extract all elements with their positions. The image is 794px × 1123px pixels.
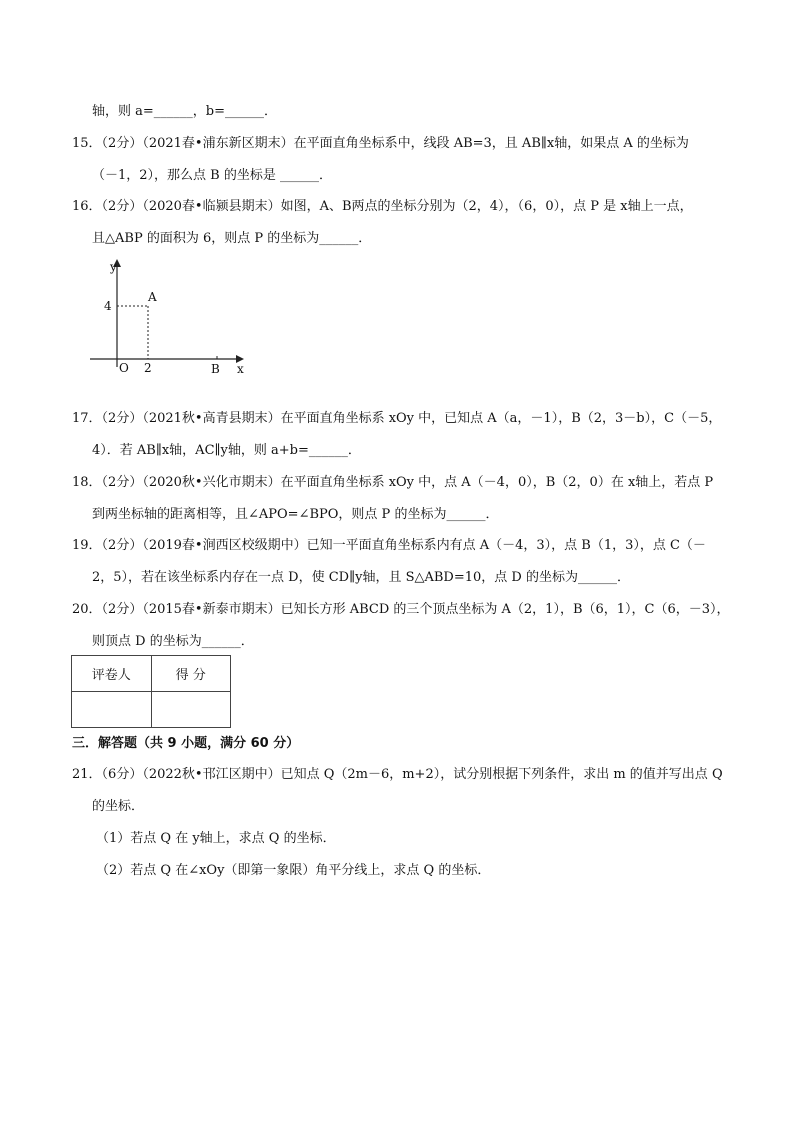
- question-17-line-1: 17．（2分）（2021秋•高青县期末）在平面直角坐标系 xOy 中，已知点 A（a，－1），B（2，3－b），C（－5，: [72, 411, 722, 426]
- score-table-reviewer-header: 评卷人: [72, 656, 152, 692]
- question-15-line-1: 15．（2分）（2021春•浦东新区期末）在平面直角坐标系中，线段 AB=3，且 AB∥x轴，如果点 A 的坐标为: [72, 136, 689, 151]
- score-table-score-header: 得 分: [151, 656, 231, 692]
- question-15-line-2: （－1，2），那么点 B 的坐标是 ______．: [92, 168, 332, 183]
- point-b-label: B: [211, 362, 220, 376]
- origin-label: O: [119, 361, 129, 375]
- question-21-line-2: 的坐标．: [92, 799, 145, 814]
- x-axis-label: x: [237, 362, 244, 376]
- continued-question-line: 轴，则 a=______，b=______．: [92, 104, 277, 119]
- x-value-2-label: 2: [144, 361, 152, 375]
- score-table-reviewer-cell: [72, 692, 152, 728]
- point-a-label: A: [148, 290, 157, 304]
- coordinate-graph: [86, 255, 252, 393]
- question-16-line-1: 16．（2分）（2020春•临颍县期末）如图，A、B两点的坐标分别为（2，4），（6，0），点 P 是 x轴上一点，: [72, 199, 693, 214]
- question-19-line-2: 2，5），若在该坐标系内存在一点 D，使 CD∥y轴，且 S△ABD=10，点 D 的坐标为______．: [92, 570, 630, 585]
- y-value-4-label: 4: [104, 299, 112, 313]
- question-19-line-1: 19．（2分）（2019春•涧西区校级期中）已知一平面直角坐标系内有点 A（－4，3），点 B（1，3），点 C（－: [72, 538, 706, 553]
- question-18-line-1: 18．（2分）（2020秋•兴化市期末）在平面直角坐标系 xOy 中，点 A（－4，0），B（2，0）在 x轴上，若点 P: [72, 475, 714, 490]
- question-21-line-1: 21．（6分）（2022秋•邗江区期中）已知点 Q（2m－6，m+2），试分别根据下列条件，求出 m 的值并写出点 Q: [72, 767, 723, 782]
- question-20-line-2: 则顶点 D 的坐标为______．: [92, 634, 254, 649]
- score-table: [71, 655, 231, 728]
- question-21-part-1: （1）若点 Q 在 y轴上，求点 Q 的坐标．: [96, 831, 336, 846]
- section-three-title: 三．解答题（共 9 小题，满分 60 分）: [72, 736, 300, 751]
- y-axis-label: y: [110, 260, 117, 274]
- question-21-part-2: （2）若点 Q 在∠xOy（即第一象限）角平分线上，求点 Q 的坐标．: [96, 863, 491, 878]
- question-20-line-1: 20．（2分）（2015春•新泰市期末）已知长方形 ABCD 的三个顶点坐标为 A（2，1），B（6，1），C（6，－3），: [72, 602, 730, 617]
- score-table-score-cell: [151, 692, 231, 728]
- question-17-line-2: 4）．若 AB∥x轴，AC∥y轴，则 a+b=______．: [92, 443, 361, 458]
- question-16-line-2: 且△ABP 的面积为 6，则点 P 的坐标为______．: [92, 231, 372, 246]
- score-table-empty-row: [72, 692, 231, 728]
- question-18-line-2: 到两坐标轴的距离相等，且∠APO=∠BPO，则点 P 的坐标为______．: [92, 507, 499, 522]
- score-table-header-row: [72, 656, 231, 692]
